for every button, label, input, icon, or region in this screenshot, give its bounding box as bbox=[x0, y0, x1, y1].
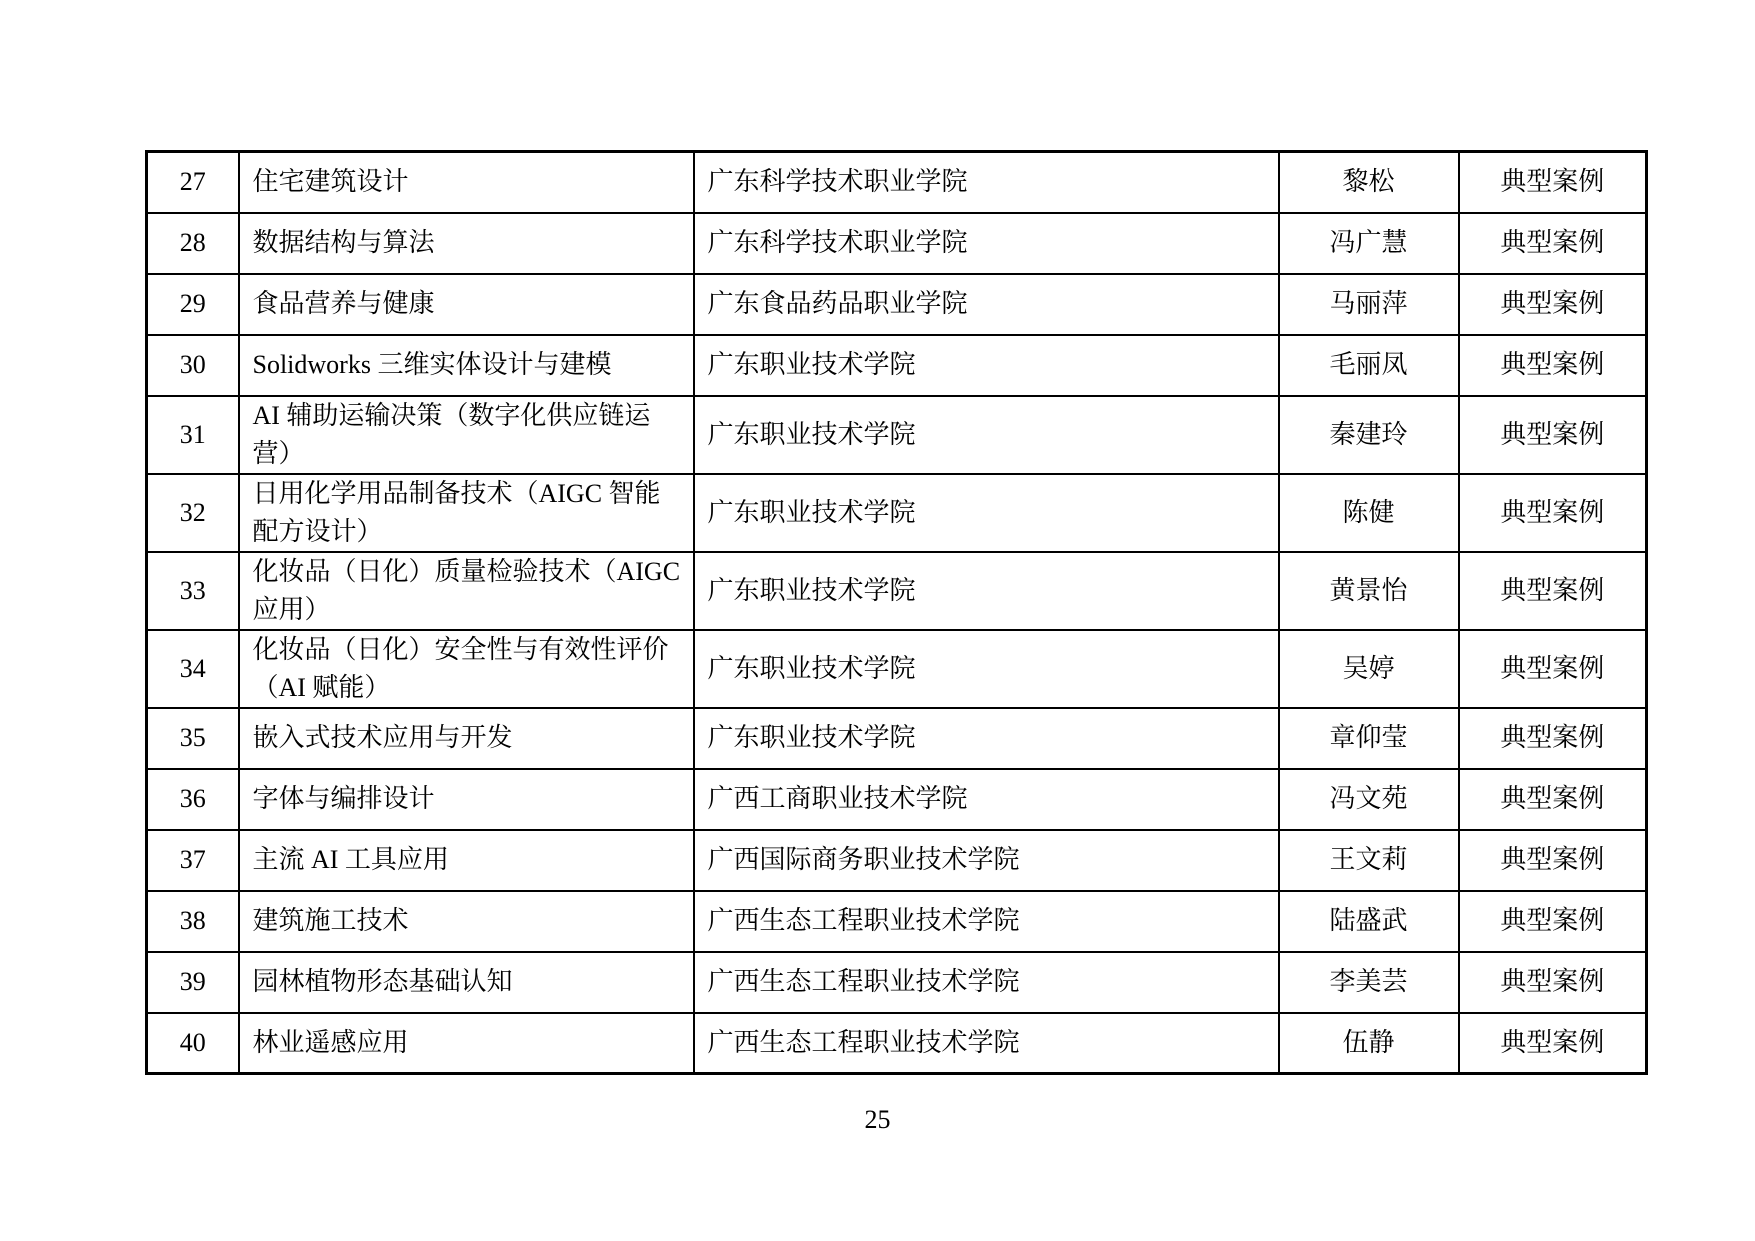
cell-course: 数据结构与算法 bbox=[239, 213, 694, 274]
cell-index: 38 bbox=[147, 891, 239, 952]
cell-institution: 广东职业技术学院 bbox=[694, 335, 1279, 396]
cell-teacher: 黎松 bbox=[1279, 152, 1459, 213]
cell-course: Solidworks 三维实体设计与建模 bbox=[239, 335, 694, 396]
course-case-table bbox=[145, 150, 1648, 1075]
cell-teacher: 冯文苑 bbox=[1279, 769, 1459, 830]
cell-course: 林业遥感应用 bbox=[239, 1013, 694, 1074]
cell-category: 典型案例 bbox=[1459, 552, 1647, 630]
cell-category: 典型案例 bbox=[1459, 630, 1647, 708]
cell-institution: 广东食品药品职业学院 bbox=[694, 274, 1279, 335]
cell-institution: 广西生态工程职业技术学院 bbox=[694, 1013, 1279, 1074]
cell-institution: 广西国际商务职业技术学院 bbox=[694, 830, 1279, 891]
table-row bbox=[147, 552, 1647, 630]
table-row bbox=[147, 891, 1647, 952]
cell-course: 食品营养与健康 bbox=[239, 274, 694, 335]
table-row bbox=[147, 213, 1647, 274]
cell-institution: 广东职业技术学院 bbox=[694, 474, 1279, 552]
cell-teacher: 陈健 bbox=[1279, 474, 1459, 552]
cell-category: 典型案例 bbox=[1459, 1013, 1647, 1074]
cell-course: 嵌入式技术应用与开发 bbox=[239, 708, 694, 769]
cell-teacher: 马丽萍 bbox=[1279, 274, 1459, 335]
cell-category: 典型案例 bbox=[1459, 474, 1647, 552]
cell-institution: 广东科学技术职业学院 bbox=[694, 213, 1279, 274]
cell-course: 日用化学用品制备技术（AIGC 智能配方设计） bbox=[239, 474, 694, 552]
cell-category: 典型案例 bbox=[1459, 213, 1647, 274]
cell-category: 典型案例 bbox=[1459, 708, 1647, 769]
cell-institution: 广东职业技术学院 bbox=[694, 708, 1279, 769]
cell-course: 主流 AI 工具应用 bbox=[239, 830, 694, 891]
table-row bbox=[147, 396, 1647, 474]
cell-teacher: 黄景怡 bbox=[1279, 552, 1459, 630]
cell-course: AI 辅助运输决策（数字化供应链运营） bbox=[239, 396, 694, 474]
cell-institution: 广西生态工程职业技术学院 bbox=[694, 952, 1279, 1013]
cell-course: 建筑施工技术 bbox=[239, 891, 694, 952]
table-row bbox=[147, 152, 1647, 213]
cell-category: 典型案例 bbox=[1459, 274, 1647, 335]
course-case-table-body bbox=[147, 152, 1647, 1074]
cell-category: 典型案例 bbox=[1459, 952, 1647, 1013]
table-row bbox=[147, 335, 1647, 396]
table-row bbox=[147, 830, 1647, 891]
cell-index: 36 bbox=[147, 769, 239, 830]
table-row bbox=[147, 1013, 1647, 1074]
cell-institution: 广西工商职业技术学院 bbox=[694, 769, 1279, 830]
table-row bbox=[147, 274, 1647, 335]
cell-index: 40 bbox=[147, 1013, 239, 1074]
cell-category: 典型案例 bbox=[1459, 891, 1647, 952]
cell-course: 化妆品（日化）安全性与有效性评价（AI 赋能） bbox=[239, 630, 694, 708]
table-row bbox=[147, 769, 1647, 830]
table-row bbox=[147, 952, 1647, 1013]
cell-teacher: 李美芸 bbox=[1279, 952, 1459, 1013]
cell-index: 31 bbox=[147, 396, 239, 474]
cell-index: 35 bbox=[147, 708, 239, 769]
cell-teacher: 陆盛武 bbox=[1279, 891, 1459, 952]
cell-teacher: 吴婷 bbox=[1279, 630, 1459, 708]
cell-teacher: 秦建玲 bbox=[1279, 396, 1459, 474]
cell-index: 39 bbox=[147, 952, 239, 1013]
cell-institution: 广东职业技术学院 bbox=[694, 396, 1279, 474]
table-row bbox=[147, 630, 1647, 708]
table-row bbox=[147, 474, 1647, 552]
cell-category: 典型案例 bbox=[1459, 769, 1647, 830]
cell-institution: 广东职业技术学院 bbox=[694, 630, 1279, 708]
cell-index: 37 bbox=[147, 830, 239, 891]
cell-institution: 广东科学技术职业学院 bbox=[694, 152, 1279, 213]
cell-teacher: 伍静 bbox=[1279, 1013, 1459, 1074]
cell-course: 住宅建筑设计 bbox=[239, 152, 694, 213]
cell-category: 典型案例 bbox=[1459, 830, 1647, 891]
cell-course: 化妆品（日化）质量检验技术（AIGC 应用） bbox=[239, 552, 694, 630]
cell-course: 字体与编排设计 bbox=[239, 769, 694, 830]
cell-index: 32 bbox=[147, 474, 239, 552]
cell-teacher: 毛丽凤 bbox=[1279, 335, 1459, 396]
cell-teacher: 章仰莹 bbox=[1279, 708, 1459, 769]
cell-index: 33 bbox=[147, 552, 239, 630]
cell-category: 典型案例 bbox=[1459, 335, 1647, 396]
cell-institution: 广东职业技术学院 bbox=[694, 552, 1279, 630]
cell-index: 29 bbox=[147, 274, 239, 335]
cell-institution: 广西生态工程职业技术学院 bbox=[694, 891, 1279, 952]
cell-teacher: 王文莉 bbox=[1279, 830, 1459, 891]
cell-category: 典型案例 bbox=[1459, 396, 1647, 474]
cell-index: 28 bbox=[147, 213, 239, 274]
cell-course: 园林植物形态基础认知 bbox=[239, 952, 694, 1013]
cell-teacher: 冯广慧 bbox=[1279, 213, 1459, 274]
page-number: 25 bbox=[864, 1105, 891, 1134]
cell-index: 30 bbox=[147, 335, 239, 396]
cell-category: 典型案例 bbox=[1459, 152, 1647, 213]
table-row bbox=[147, 708, 1647, 769]
cell-index: 34 bbox=[147, 630, 239, 708]
cell-index: 27 bbox=[147, 152, 239, 213]
